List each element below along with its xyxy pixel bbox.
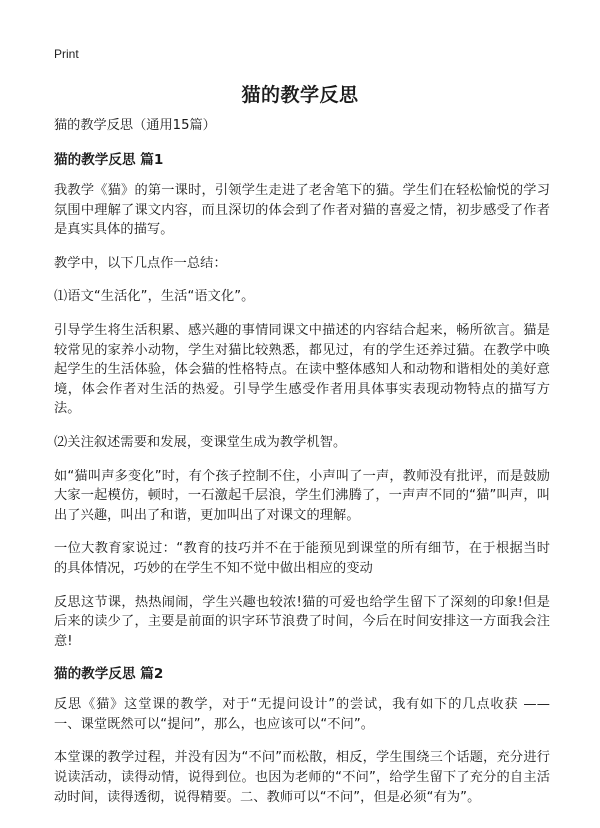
print-label[interactable]: Print xyxy=(54,47,79,61)
paragraph: ⑵关注叙述需要和发展，变课堂生成为教学机智。 xyxy=(54,434,347,450)
section-heading: 猫的教学反思 篇2 xyxy=(54,666,164,683)
document-title: 猫的教学反思 xyxy=(241,84,359,106)
document-body xyxy=(54,117,550,821)
paragraph: 如“猫叫声多变化”时，有个孩子控制不住，小声叫了一声，教师没有批评，而是鼓励大家一起模仿，顿时，一石激起千层浪，学生们沸腾了，一声声不同的“猫”叫声，叫出了兴趣，叫出了和谐，更加叫出了对课文的理解。 xyxy=(54,468,550,523)
paragraph: 教学中，以下几点作一总结： xyxy=(54,255,227,271)
section-2 xyxy=(54,665,550,807)
paragraph: ⑴语文“生活化”，生活“语文化”。 xyxy=(54,289,255,305)
paragraph: 引导学生将生活积累、感兴趣的事情同课文中描述的内容结合起来，畅所欲言。猫是较常见的家养小动物，学生对猫比较熟悉，都见过，有的学生还养过猫。在教学中唤起学生的生活体验，体会猫的性格特点。在读中整体感知人和动物和谐相处的美好意境，体会作者对生活的热爱。引导学生感受作者用具体事实表现动物特点的描写方法。 xyxy=(54,322,550,417)
paragraph: 一位大教育家说过：“教育的技巧并不在于能预见到课堂的所有细节，在于根据当时的具体情况，巧妙的在学生不知不觉中做出相应的变动 xyxy=(54,541,550,576)
document-subtitle: 猫的教学反思（通用15篇） xyxy=(54,118,216,133)
section-heading: 猫的教学反思 篇1 xyxy=(54,152,164,168)
paragraph: 我教学《猫》的第一课时，引领学生走进了老舍笔下的猫。学生们在轻松愉悦的学习氛围中理解了课文内容，而且深切的体会到了作者对猫的喜爱之情，初步感受了作者是真实具体的描写。 xyxy=(54,183,550,238)
paragraph: 反思这节课，热热闹闹，学生兴趣也较浓!猫的可爱也给学生留下了深刻的印象!但是后来的读少了，主要是前面的识字环节浪费了时间，今后在时间安排这一方面我会注意! xyxy=(54,594,550,649)
paragraph: 本堂课的教学过程，并没有因为“不问”而松散，相反，学生围绕三个话题，充分进行说读活动，读得动情，说得到位。也因为老师的“不问”，给学生留下了充分的自主活动时间，读得透彻，说得精要。二、教师可以“不问”，但是必须“有为”。 xyxy=(54,750,550,805)
section-1 xyxy=(54,151,550,651)
paragraph: 反思《猫》这堂课的教学，对于“无提问设计”的尝试，我有如下的几点收获 —— 一、课堂既然可以“提问”，那么，也应该可以“不问”。 xyxy=(54,697,550,732)
